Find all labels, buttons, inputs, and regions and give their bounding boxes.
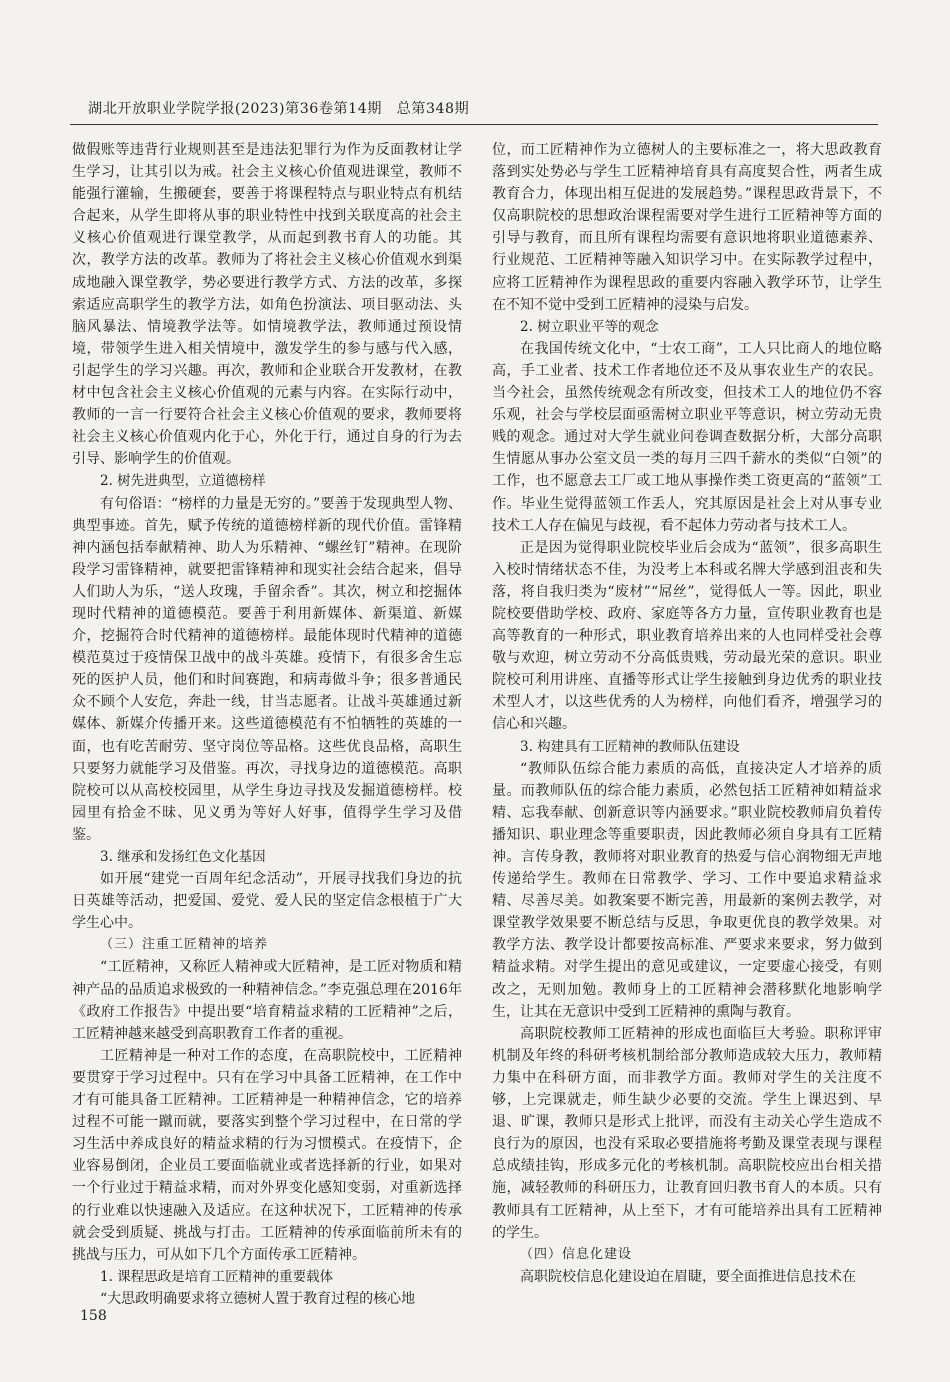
journal-line: 湖北开放职业学院学报(2023)第36卷第14期 总第348期: [88, 101, 470, 117]
paragraph: 高职院校信息化建设迫在眉睫，要全面推进信息技术在: [520, 1268, 856, 1285]
paragraph: “工匠精神，又称匠人精神或大匠精神，是工匠对物质和精神产品的品质追求极致的一种精神信念。”李克强总理在2016年《政府工作报告》中提出要“培育精益求精的工匠精神”之后，工匠精神越来越受到高职教育工作者的重视。: [72, 959, 462, 1042]
paragraph: 工匠精神是一种对工作的态度，在高职院校中，工匠精神要贯穿于学习过程中。只有在学习中具备工匠精神，在工作中才有可能具备工匠精神。工匠精神是一种精神信念，它的培养过程不可能一蹴而就，要落实到整个学习过程中，在日常的学习生活中养成良好的精益求精的行为习惯模式。在疫情下，企业容易倒闭，企业员工要面临就业或者选择新的行业，如果对一个行业过于精益求精，而对外界变化感知变弱，对重新选择的行业难以快速融入及适应。在这种状况下，工匠精神的传承就会受到质疑、挑战与打击。工匠精神的传承面临前所未有的挑战与压力，可从如下几个方面传承工匠精神。: [72, 1047, 462, 1263]
right-column: [492, 139, 882, 1319]
paragraph: 如开展“建党一百周年纪念活动”，开展寻找我们身边的抗日英雄等活动，把爱国、爱党、爱人民的坚定信念根植于广大学生心中。: [72, 871, 462, 932]
section-heading: 1. 课程思政是培育工匠精神的重要载体: [100, 1268, 334, 1285]
paragraph: 高职院校教师工匠精神的形成也面临巨大考验。职称评审机制及年终的科研考核机制给部分教师造成较大压力，教师精力集中在科研方面，而非教学方面。教师对学生的关注度不够，上完课就走，师生缺少必要的交流。学生上课迟到、早退、旷课，教师只是形式上批评，而没有主动关心学生造成不良行为的原因，也没有采取必要措施将考勤及课堂表现与课程总成绩挂钩，形成多元化的考核机制。高职院校应出台相关措施，减轻教师的科研压力，让教育回归教书育人的本质。只有教师具有工匠精神，从上至下，才有可能培养出具有工匠精神的学生。: [492, 1025, 882, 1241]
page-number: 158: [80, 1308, 107, 1324]
journal-header: [88, 100, 874, 118]
paragraph: 正是因为觉得职业院校毕业后会成为“蓝领”，很多高职生入校时情绪状态不佳，为没考上本科或名牌大学感到沮丧和失落，将自我归类为“废材”“屌丝”，觉得低人一等。因此，职业院校要借助学校、政府、家庭等各方力量，宣传职业教育也是高等教育的一种形式，职业教育培养出来的人也同样受社会尊敬与欢迎，树立劳动不分高低贵贱，劳动最光荣的意识。职业院校可利用讲座、直播等形式让学生接触到身边优秀的职业技术型人才，以这些优秀的人为榜样，向他们看齐，增强学习的信心和兴趣。: [492, 539, 882, 733]
header-rule: [70, 124, 878, 125]
paragraph: “大思政明确要求将立德树人置于教育过程的核心地: [100, 1290, 416, 1307]
section-heading: 3. 构建具有工匠精神的教师队伍建设: [520, 738, 740, 755]
paragraph: 在我国传统文化中，“士农工商”，工人只比商人的地位略高，手工业者、技术工作者地位还不及从事农业生产的农民。当今社会，虽然传统观念有所改变，但技术工人的地位仍不容乐观，社会与学校层面亟需树立职业平等意识，树立劳动无贵贱的观念。通过对大学生就业问卷调查数据分析，大部分高职生情愿从事办公室文员一类的每月三四千薪水的类似“白领”的工作，也不愿意去工厂或工地从事操作类工资更高的“蓝领”工作。毕业生觉得蓝领工作丢人，究其原因是社会上对从事专业技术工人存在偏见与歧视，看不起体力劳动者与技术工人。: [492, 340, 882, 534]
section-heading: 2. 树先进典型，立道德榜样: [100, 473, 266, 490]
paragraph: 做假账等违背行业规则甚至是违法犯罪行为作为反面教材让学生学习，让其引以为戒。社会主义核心价值观进课堂，教师不能强行灌输，生搬硬套，要善于将课程特点与职业特点有机结合起来，从学生即将从事的职业特性中找到关联度高的社会主义核心价值观进行课堂教学，从而起到教书育人的功能。其次，教学方法的改革。教师为了将社会主义核心价值观水到渠成地融入课堂教学，势必要进行教学方式、方法的改革，多探索适应高职学生的教学方法，如角色扮演法、项目驱动法、头脑风暴法、情境教学法等。如情境教学法，教师通过预设情境，带领学生进入相关情境中，激发学生的参与感与代入感，引起学生的学习兴趣。再次，教师和企业联合开发教材，在教材中包含社会主义核心价值观的元素与内容。在实际行动中，教师的一言一行要符合社会主义核心价值观的要求，教师要将社会主义核心价值观内化于心，外化于行，通过自身的行为去引导、影响学生的价值观。: [72, 142, 462, 468]
paragraph: 有句俗语：“榜样的力量是无穷的。”要善于发现典型人物、典型事迹。首先，赋予传统的道德榜样新的现代价值。雷锋精神内涵包括奉献精神、助人为乐精神、“螺丝钉”精神。在现阶段学习雷锋精神，就要把雷锋精神和现实社会结合起来，倡导人们助人为乐，“送人玫瑰，手留余香”。其次，树立和挖掘体现时代精神的道德模范。要善于利用新媒体、新渠道、新媒介，挖掘符合时代精神的道德榜样。最能体现时代精神的道德模范莫过于疫情保卫战中的战斗英雄。疫情下，有很多舍生忘死的医护人员，他们和时间赛跑，和病毒做斗争；很多普通民众不顾个人安危，奔赴一线，甘当志愿者。让战斗英雄通过新媒体、新媒介传播开来。这些道德模范有不怕牺牲的英雄的一面，也有吃苦耐劳、坚守岗位等品格。这些优良品格，高职生只要努力就能学习及借鉴。再次，寻找身边的道德模范。高职院校可以从高校校园里，从学生身边寻找及发掘道德榜样。校园里有拾金不昧、见义勇为等好人好事，值得学生学习及借鉴。: [72, 495, 462, 843]
subsection-heading: （三）注重工匠精神的培养: [100, 937, 269, 953]
paragraph: 位，而工匠精神作为立德树人的主要标准之一，将大思政教育落到实处势必与学生工匠精神培育具有高度契合性，两者生成教育合力，体现出相互促进的发展趋势。”课程思政背景下，不仅高职院校的思想政治课程需要对学生进行工匠精神等方面的引导与教育，而且所有课程均需要有意识地将职业道德素养、行业规范、工匠精神等融入知识学习中。在实际教学过程中，应将工匠精神作为课程思政的重要内容融入教学环节，让学生在不知不觉中受到工匠精神的浸染与启发。: [492, 142, 882, 313]
paragraph: “教师队伍综合能力素质的高低，直接决定人才培养的质量。而教师队伍的综合能力素质，必然包括工匠精神如精益求精、忘我奉献、创新意识等内涵要求。”职业院校教师肩负着传播知识、职业理念等重要职责，因此教师必须自身具有工匠精神。言传身教，教师将对职业教育的热爱与信心润物细无声地传递给学生。教师在日常教学、学习、工作中要追求精益求精、尽善尽美。如教案要不断完善，用最新的案例去教学，对课堂教学效果要不断总结与反思，争取更优良的教学效果。对教学方法、教学设计都要按高标准、严要求来要求，努力做到精益求精。对学生提出的意见或建议，一定要虚心接受，有则改之，无则加勉。教师身上的工匠精神会潜移默化地影响学生，让其在无意识中受到工匠精神的熏陶与教育。: [492, 760, 882, 1020]
subsection-heading: （四）信息化建设: [520, 1246, 633, 1262]
section-heading: 3. 继承和发扬红色文化基因: [100, 849, 266, 865]
section-heading: 2. 树立职业平等的观念: [520, 318, 659, 335]
left-column: [72, 139, 462, 1319]
